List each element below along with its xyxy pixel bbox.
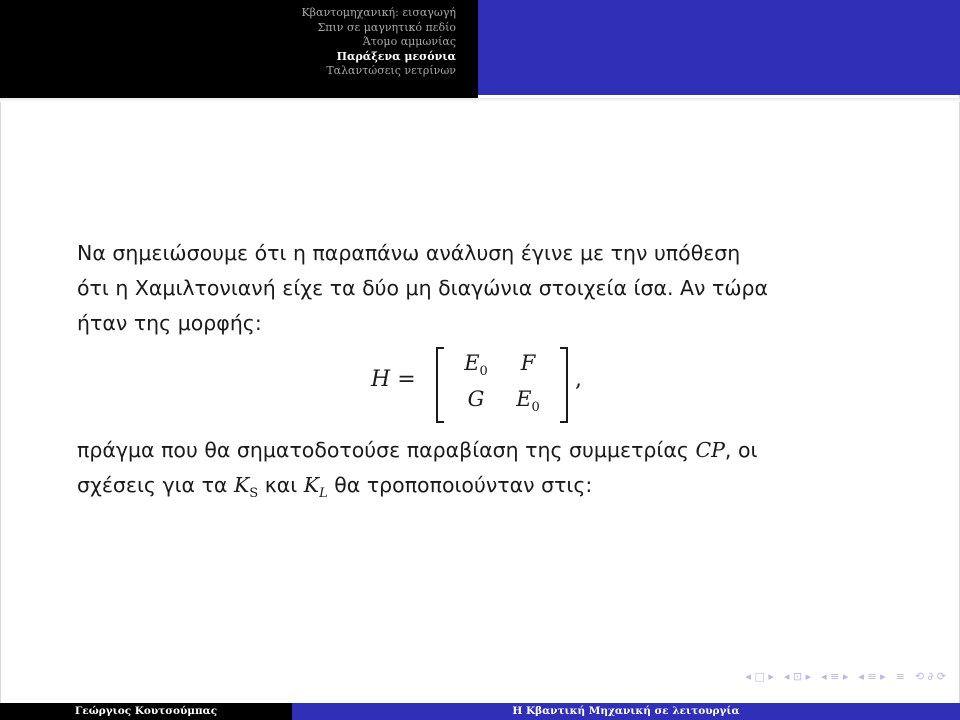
text-line-1: Να σημειώσουμε ότι η παραπάνω ανάλυση έγινε με την υπόθεση (77, 241, 741, 265)
matrix-cell-12: F (520, 351, 536, 375)
nav-section-strange-mesons[interactable]: Παράξενα μεσόνια (336, 49, 456, 63)
k-long-base: K (303, 473, 320, 497)
left-bracket (436, 347, 444, 423)
header-navigation-panel (0, 0, 478, 98)
matrix-cell-21: G (467, 387, 485, 411)
footer-author: Γεώργιος Κουτσούμπας (0, 703, 292, 720)
text-line-3: ήταν της μορφής: (77, 311, 262, 335)
nav-section-spin[interactable]: Σπιν σε μαγνητικό πεδίο (317, 20, 456, 34)
text-line-4-a: πράγμα που θα σηματοδοτούσε παραβίαση της συμμετρίας (77, 438, 696, 462)
zoom-nav-icon[interactable]: ⟲ ∂ ⟳ (914, 670, 946, 683)
subsection-nav-icon[interactable]: ◂ ⊡ ▸ (783, 670, 812, 683)
section2-nav-icon[interactable]: ◂ ≡ ▸ (858, 670, 886, 683)
text-line-4 (77, 433, 897, 468)
text-line-5-b: και (258, 473, 304, 497)
k-short-base: K (233, 473, 250, 497)
cp-symbol: CP (695, 438, 725, 462)
text-line-4-b: , οι (724, 438, 758, 462)
matrix-cell-11 (454, 351, 498, 379)
matrix-cell-22 (506, 387, 550, 415)
beamer-navigation-symbols (745, 670, 946, 683)
text-line-5-a: σχέσεις για τα (77, 473, 234, 497)
k-short-sub: S (249, 486, 259, 501)
header-shadow (0, 98, 960, 102)
footer-title: Η Κβαντική Μηχανική σε λειτουργία (292, 703, 960, 720)
hamiltonian-equation (77, 345, 897, 427)
matrix-cell-11-sub: 0 (479, 364, 488, 379)
k-long-symbol (303, 473, 328, 501)
slide-footer (0, 703, 960, 720)
equation-lhs (371, 367, 416, 392)
frame-nav-icon[interactable]: ◂ □ ▸ (745, 670, 774, 683)
hamiltonian-matrix (436, 345, 568, 423)
align-nav-icon[interactable]: ≡ (895, 670, 905, 683)
k-long-sub: L (319, 486, 328, 501)
right-bracket (560, 347, 568, 423)
hamiltonian-symbol: H (371, 367, 391, 392)
matrix-cell-11-base: E (464, 351, 480, 375)
k-short-symbol (233, 473, 259, 501)
equals-sign: = (397, 367, 416, 392)
nav-section-ammonia[interactable]: Άτομο αμμωνίας (362, 35, 456, 48)
header-accent-bar (478, 0, 960, 95)
section-navigation (301, 6, 456, 79)
text-line-5 (77, 468, 897, 511)
matrix-cell-22-base: E (516, 387, 532, 411)
matrix-cell-22-sub: 0 (531, 400, 540, 415)
section-nav-icon[interactable]: ◂ ≡ ▸ (821, 670, 849, 683)
nav-section-neutrino[interactable]: Ταλαντώσεις νετρίνων (326, 64, 456, 77)
slide-header (0, 0, 960, 98)
text-line-2: ότι η Χαμιλτονιανή είχε τα δύο μη διαγώνια στοιχεία ίσα. Αν τώρα (77, 276, 769, 300)
text-line-5-c: θα τροποποιούνταν στις: (327, 473, 593, 497)
slide-content (77, 236, 897, 511)
equation-comma: , (575, 367, 582, 392)
nav-section-intro[interactable]: Κβαντομηχανική: εισαγωγή (301, 6, 456, 19)
